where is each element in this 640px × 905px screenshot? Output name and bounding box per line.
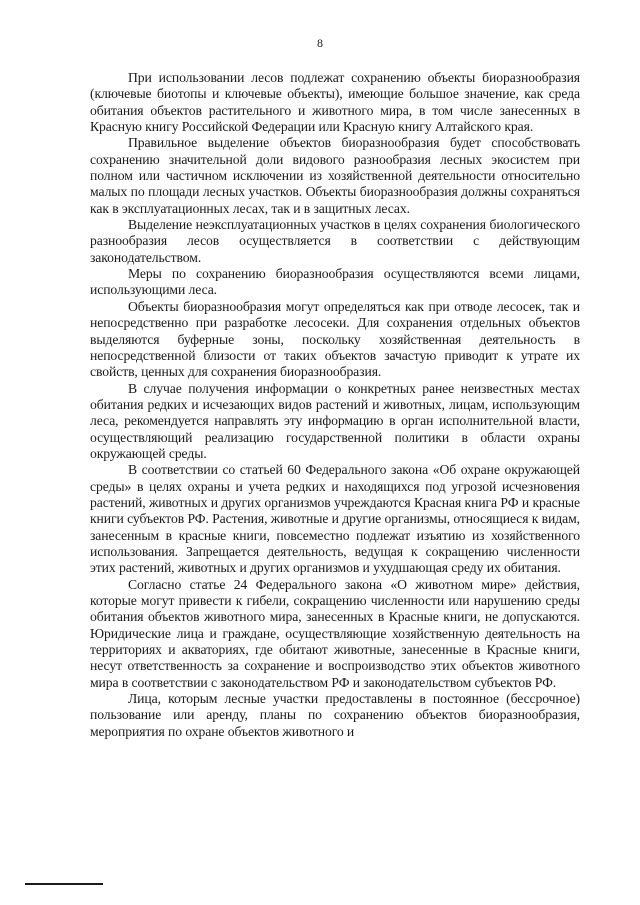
paragraph-biodiversity-selection: Правильное выделение объектов биоразнообразия будет способствовать сохранению значительной доли видового разнообразия лесных экосистем при полном или частичном исключении из хозяйственной деятельности относительно малых по площади лесных участков. Объекты биоразнообразия должны сохраняться как в эксплуатационных лесах, так и в защитных лесах. — [90, 135, 580, 216]
footnote-divider — [25, 883, 103, 885]
paragraph-information-reporting: В случае получения информации о конкретных ранее неизвестных местах обитания редких и исчезающих видов растений и животных, лицам, использующим леса, рекомендуется направлять эту информацию в орган исполнительной власти, осуществляющий реализацию государственной политики в области охраны окружающей среды. — [90, 380, 580, 461]
paragraph-article-60: В соответствии со статьей 60 Федерального закона «Об охране окружающей среды» в целях охраны и учета редких и находящихся под угрозой исчезновения растений, животных и других организмов учреждаются Красная книга РФ и красные книги субъектов РФ. Растения, животные и другие организмы, относящиеся к видам, занесенным в красные книги, повсеместно подлежат изъятию из хозяйственного использования. Запрещается деятельность, ведущая к сокращению численности этих растений, животных и других организмов и ухудшающая среду их обитания. — [90, 462, 580, 576]
paragraph-measures: Меры по сохранению биоразнообразия осуществляются всеми лицами, использующими леса. — [90, 266, 580, 298]
paragraph-lease-holders: Лица, которым лесные участки предоставлены в постоянное (бессрочное) пользование или аренду, планы по сохранению объектов биоразнообразия, мероприятия по охране объектов животного и — [90, 691, 580, 739]
paragraph-biodiversity-preservation: При использовании лесов подлежат сохранению объекты биоразнообразия (ключевые биотопы и ключевые объекты), имеющие большое значение, как среда обитания объектов растительного и животного мира, в том числе занесенных в Красную книгу Российской Федерации или Красную книгу Алтайского края. — [90, 70, 580, 135]
page-number: 8 — [317, 36, 323, 50]
paragraph-buffer-zones: Объекты биоразнообразия могут определяться как при отводе лесосек, так и непосредственно при разработке лесосеки. Для сохранения отдельных объектов выделяются буферные зоны, поскольку хозяйственная деятельность в непосредственной близости от таких объектов зачастую приводит к утрате их свойств, ценных для сохранения биоразнообразия. — [90, 298, 580, 380]
paragraph-article-24: Согласно статье 24 Федерального закона «О животном мире» действия, которые могут привести к гибели, сокращению численности или нарушению среды обитания объектов животного мира, занесенных в Красные книги, не допускаются. Юридические лица и граждане, осуществляющие хозяйственную деятельность на территориях и акваториях, где обитают животные, занесенные в Красные книги, несут ответственность за сохранение и воспроизводство этих объектов животного мира в соответствии с законодательством РФ и законодательством субъектов РФ. — [90, 576, 580, 690]
paragraph-non-exploitation-plots: Выделение неэксплуатационных участков в целях сохранения биологического разнообразия лесов осуществляется в соответствии с действующим законодательством. — [90, 217, 580, 265]
document-body — [90, 70, 580, 740]
